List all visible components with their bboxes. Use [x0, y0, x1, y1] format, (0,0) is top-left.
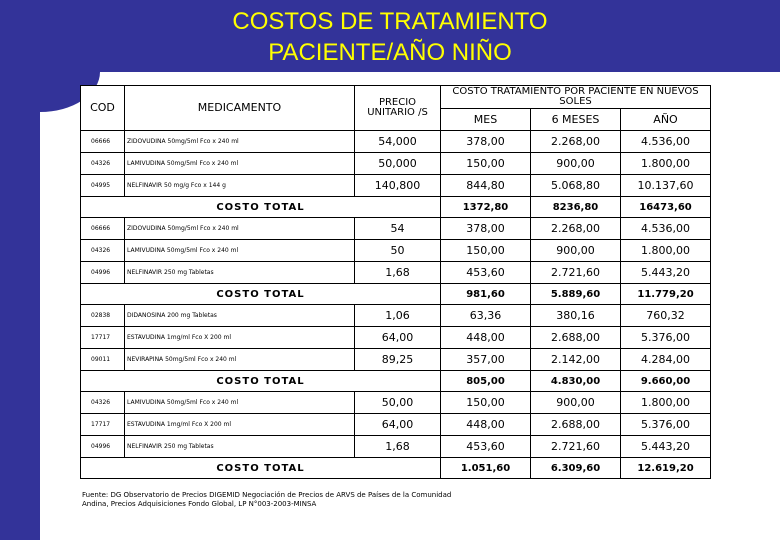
cell-medicamento: LAMIVUDINA 50mg/5ml Fco x 240 ml	[125, 240, 355, 262]
cell-precio: 1,06	[355, 305, 441, 327]
cell-medicamento: NELFINAVIR 250 mg Tabletas	[125, 262, 355, 284]
header-cod: COD	[81, 86, 125, 131]
cell-medicamento: ZIDOVUDINA 50mg/5ml Fco x 240 ml	[125, 131, 355, 153]
cell-mes: 378,00	[441, 131, 531, 153]
cell-mes: 357,00	[441, 349, 531, 371]
cell-medicamento: LAMIVUDINA 50mg/5ml Fco x 240 ml	[125, 153, 355, 175]
total-label: COSTO TOTAL	[81, 371, 441, 392]
cell-mes: 453,60	[441, 262, 531, 284]
cell-6-meses: 2.688,00	[531, 414, 621, 436]
total-ano: 9.660,00	[621, 371, 711, 392]
table-row	[81, 327, 711, 349]
cell-cod: 04996	[81, 262, 125, 284]
header-costo-tratamiento: COSTO TRATAMIENTO POR PACIENTE EN NUEVOS SOLES	[441, 86, 711, 109]
table-row	[81, 392, 711, 414]
cell-6-meses: 2.721,60	[531, 262, 621, 284]
cell-6-meses: 2.268,00	[531, 131, 621, 153]
cell-medicamento: NELFINAVIR 250 mg Tabletas	[125, 436, 355, 458]
cell-ano: 4.536,00	[621, 218, 711, 240]
cell-ano: 10.137,60	[621, 175, 711, 197]
cell-mes: 844,80	[441, 175, 531, 197]
cell-ano: 5.376,00	[621, 414, 711, 436]
cell-medicamento: ESTAVUDINA 1mg/ml Fco X 200 ml	[125, 414, 355, 436]
cell-precio: 1,68	[355, 262, 441, 284]
cell-cod: 17717	[81, 414, 125, 436]
header-row-1	[81, 86, 711, 109]
header-ano: AÑO	[621, 109, 711, 131]
table-row	[81, 240, 711, 262]
table-row	[81, 414, 711, 436]
cell-ano: 760,32	[621, 305, 711, 327]
cell-precio: 64,00	[355, 414, 441, 436]
total-6-meses: 6.309,60	[531, 458, 621, 479]
cell-ano: 4.536,00	[621, 131, 711, 153]
cell-6-meses: 5.068,80	[531, 175, 621, 197]
cell-medicamento: ZIDOVUDINA 50mg/5ml Fco x 240 ml	[125, 218, 355, 240]
cell-mes: 150,00	[441, 153, 531, 175]
cell-cod: 06666	[81, 218, 125, 240]
table-row	[81, 262, 711, 284]
cell-precio: 1,68	[355, 436, 441, 458]
total-row	[81, 197, 711, 218]
cell-mes: 378,00	[441, 218, 531, 240]
cell-medicamento: DIDANOSINA 200 mg Tabletas	[125, 305, 355, 327]
cell-medicamento: ESTAVUDINA 1mg/ml Fco X 200 ml	[125, 327, 355, 349]
cell-cod: 17717	[81, 327, 125, 349]
slide-title	[0, 6, 780, 68]
cell-cod: 04326	[81, 240, 125, 262]
slide-left-band	[0, 72, 40, 540]
cell-precio: 64,00	[355, 327, 441, 349]
cell-precio: 54,000	[355, 131, 441, 153]
total-label: COSTO TOTAL	[81, 284, 441, 305]
total-mes: 805,00	[441, 371, 531, 392]
cell-precio: 50,00	[355, 392, 441, 414]
total-row	[81, 371, 711, 392]
title-line-2: PACIENTE/AÑO NIÑO	[268, 39, 512, 66]
cell-medicamento: LAMIVUDINA 50mg/5ml Fco x 240 ml	[125, 392, 355, 414]
table-row	[81, 175, 711, 197]
table-row	[81, 153, 711, 175]
cell-6-meses: 2.688,00	[531, 327, 621, 349]
source-line-1: Fuente: DG Observatorio de Precios DIGEMID Negociación de Precios de ARVS de Países de la Comunidad	[82, 491, 452, 499]
cell-mes: 448,00	[441, 327, 531, 349]
total-row	[81, 458, 711, 479]
source-note	[82, 491, 502, 509]
cell-mes: 448,00	[441, 414, 531, 436]
cell-ano: 5.376,00	[621, 327, 711, 349]
cell-cod: 06666	[81, 131, 125, 153]
cell-6-meses: 2.142,00	[531, 349, 621, 371]
cell-precio: 50,000	[355, 153, 441, 175]
cell-mes: 150,00	[441, 240, 531, 262]
cell-precio: 50	[355, 240, 441, 262]
cell-ano: 1.800,00	[621, 392, 711, 414]
cell-mes: 453,60	[441, 436, 531, 458]
cell-ano: 5.443,20	[621, 436, 711, 458]
cell-6-meses: 2.721,60	[531, 436, 621, 458]
cell-ano: 5.443,20	[621, 262, 711, 284]
cell-medicamento: NEVIRAPINA 50mg/5ml Fco x 240 ml	[125, 349, 355, 371]
total-mes: 981,60	[441, 284, 531, 305]
total-6-meses: 5.889,60	[531, 284, 621, 305]
cell-6-meses: 380,16	[531, 305, 621, 327]
table-row	[81, 349, 711, 371]
header-medicamento: MEDICAMENTO	[125, 86, 355, 131]
cell-ano: 4.284,00	[621, 349, 711, 371]
cell-cod: 04326	[81, 153, 125, 175]
cell-precio: 89,25	[355, 349, 441, 371]
cell-cod: 09011	[81, 349, 125, 371]
cell-precio: 54	[355, 218, 441, 240]
cell-cod: 04996	[81, 436, 125, 458]
total-ano: 11.779,20	[621, 284, 711, 305]
cell-mes: 150,00	[441, 392, 531, 414]
cell-6-meses: 2.268,00	[531, 218, 621, 240]
table-row	[81, 305, 711, 327]
cell-medicamento: NELFINAVIR 50 mg/g Fco x 144 g	[125, 175, 355, 197]
total-row	[81, 284, 711, 305]
header-6-meses: 6 MESES	[531, 109, 621, 131]
source-line-2: Andina, Precios Adquisiciones Fondo Global, LP N°003-2003-MINSA	[82, 500, 317, 508]
total-label: COSTO TOTAL	[81, 458, 441, 479]
cost-table	[80, 85, 711, 479]
total-6-meses: 4.830,00	[531, 371, 621, 392]
total-ano: 16473,60	[621, 197, 711, 218]
cell-ano: 1.800,00	[621, 240, 711, 262]
total-mes: 1372,80	[441, 197, 531, 218]
total-mes: 1.051,60	[441, 458, 531, 479]
cell-6-meses: 900,00	[531, 392, 621, 414]
table-row	[81, 131, 711, 153]
table-row	[81, 218, 711, 240]
table-row	[81, 436, 711, 458]
total-ano: 12.619,20	[621, 458, 711, 479]
total-label: COSTO TOTAL	[81, 197, 441, 218]
cell-cod: 02838	[81, 305, 125, 327]
header-mes: MES	[441, 109, 531, 131]
cell-precio: 140,800	[355, 175, 441, 197]
cell-mes: 63,36	[441, 305, 531, 327]
cell-cod: 04995	[81, 175, 125, 197]
cell-cod: 04326	[81, 392, 125, 414]
cell-ano: 1.800,00	[621, 153, 711, 175]
total-6-meses: 8236,80	[531, 197, 621, 218]
header-precio-unitario: PRECIO UNITARIO /S	[355, 86, 441, 131]
cell-6-meses: 900,00	[531, 153, 621, 175]
title-line-1: COSTOS DE TRATAMIENTO	[232, 8, 548, 35]
cell-6-meses: 900,00	[531, 240, 621, 262]
